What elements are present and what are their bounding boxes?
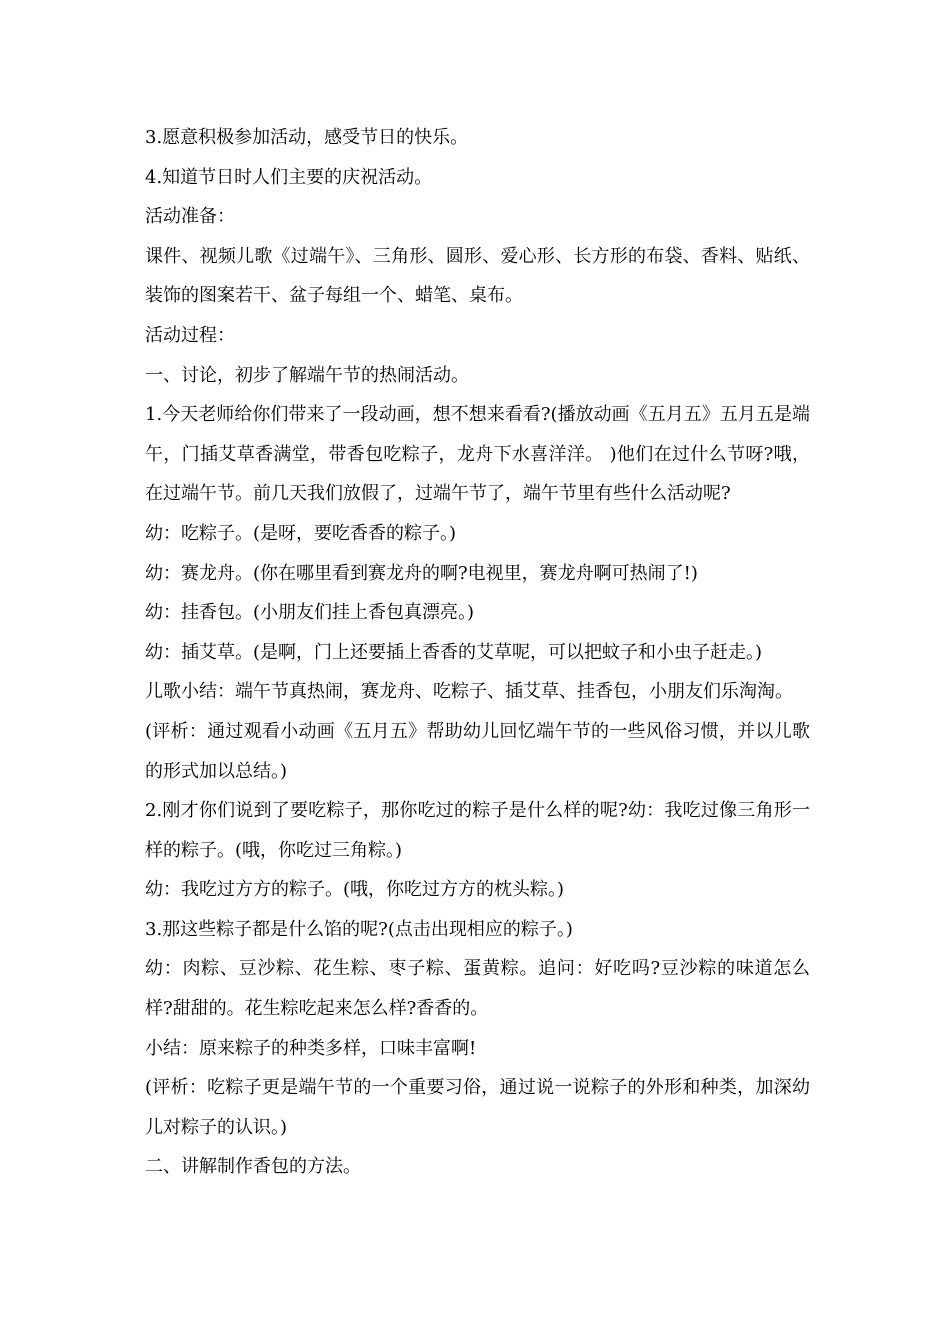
preparation-list: 课件、视频儿歌《过端午》、三角形、圆形、爱心形、长方形的布袋、香料、贴纸、装饰的图案若干、盆子每组一个、蜡笔、桌布。 xyxy=(145,245,810,307)
child-answer-square-zongzi: 幼：我吃过方方的粽子。(哦，你吃过方方的枕头粽。) xyxy=(145,879,565,901)
step-2-paragraph: 2.刚才你们说到了要吃粽子，那你吃过的粽子是什么样的呢?幼：我吃过像三角形一样的粽子。(哦，你吃过三角粽。) xyxy=(145,800,810,861)
child-answer-zongzi: 幼：吃粽子。(是呀，要吃香香的粽子。) xyxy=(145,522,457,544)
child-answer-fillings: 幼：肉粽、豆沙粽、花生粽、枣子粽、蛋黄粽。追问：好吃吗?豆沙粽的味道怎么样?甜甜的。花生粽吃起来怎么样?香香的。 xyxy=(145,958,810,1020)
goal-item-4: 4.知道节日时人们主要的庆祝活动。 xyxy=(145,166,433,188)
section-one-heading: 一、讨论，初步了解端午节的热闹活动。 xyxy=(145,364,469,386)
commentary-2: (评析：吃粽子更是端午节的一个重要习俗，通过说一说粽子的外形和种类，加深幼儿对粽子的认识。) xyxy=(145,1077,810,1138)
commentary-1: (评析：通过观看小动画《五月五》帮助幼儿回忆端午节的一些风俗习惯，并以儿歌的形式加以总结。) xyxy=(145,720,810,782)
child-answer-mugwort: 幼：插艾草。(是啊，门上还要插上香香的艾草呢，可以把蚊子和小虫子赶走。) xyxy=(145,641,763,663)
rhyme-summary: 儿歌小结：端午节真热闹，赛龙舟、吃粽子、插艾草、挂香包，小朋友们乐淘淘。 xyxy=(145,681,793,703)
child-answer-sachet: 幼：挂香包。(小朋友们挂上香包真漂亮。) xyxy=(145,602,475,624)
step-1-paragraph: 1.今天老师给你们带来了一段动画，想不想来看看?(播放动画《五月五》五月五是端午，门插艾草香满堂，带香包吃粽子，龙舟下水喜洋洋。 )他们在过什么节呀?哦，在过端午节。前几天我们放假了，过端午节了，端午节里有些什么活动呢? xyxy=(145,404,810,505)
section-two-heading: 二、讲解制作香包的方法。 xyxy=(145,1156,361,1178)
summary-zongzi-variety: 小结：原来粽子的种类多样，口味丰富啊! xyxy=(145,1037,477,1059)
step-3-paragraph: 3.那这些粽子都是什么馅的呢?(点击出现相应的粽子。) xyxy=(145,918,573,940)
document-body xyxy=(145,118,810,1187)
child-answer-dragon-boat: 幼：赛龙舟。(你在哪里看到赛龙舟的啊?电视里，赛龙舟啊可热闹了!) xyxy=(145,562,698,584)
goal-item-3: 3.愿意积极参加活动，感受节日的快乐。 xyxy=(145,127,469,148)
process-heading: 活动过程： xyxy=(145,324,235,346)
preparation-heading: 活动准备： xyxy=(145,206,235,228)
